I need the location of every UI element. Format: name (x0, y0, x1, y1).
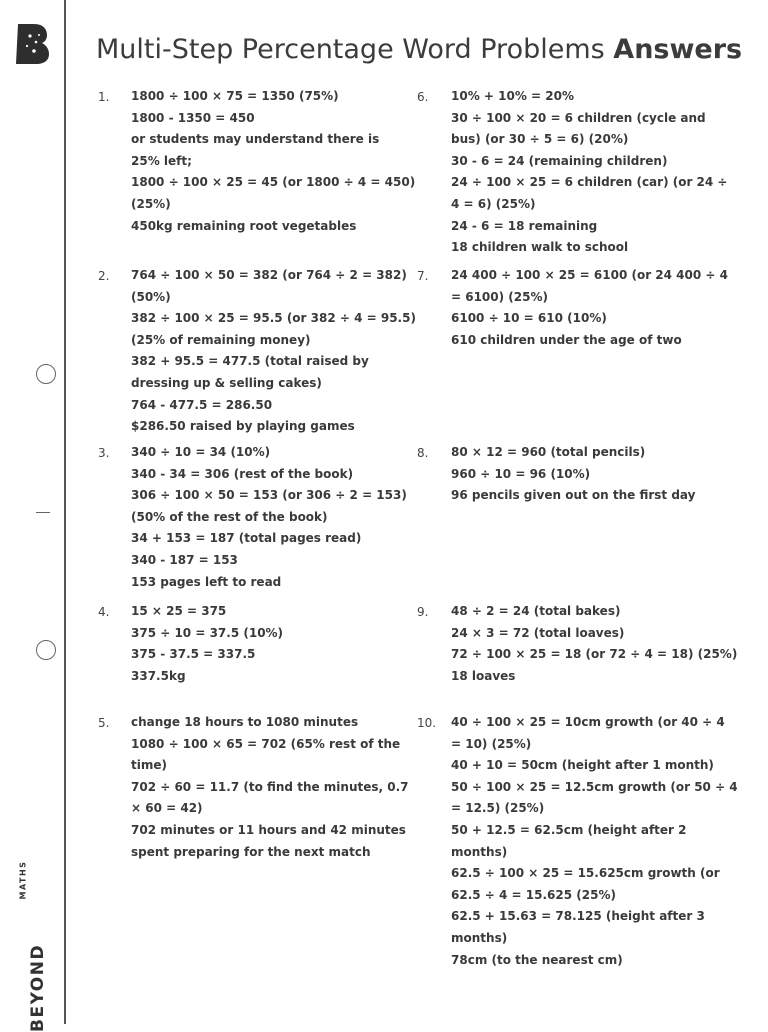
answer-line: 24 ÷ 100 × 25 = 6 children (car) (or 24 ÷ (451, 175, 728, 190)
answer-line: 72 ÷ 100 × 25 = 18 (or 72 ÷ 4 = 18) (25%) (451, 647, 738, 662)
answer-number: 5. (98, 716, 110, 730)
answer-line: 40 ÷ 100 × 25 = 10cm growth (or 40 ÷ 4 (451, 715, 725, 729)
answer-line: 375 ÷ 10 = 37.5 (10%) (131, 625, 284, 640)
answer-line: 40 + 10 = 50cm (height after 1 month) (451, 758, 714, 773)
answer-line: = 10) (25%) (451, 736, 532, 751)
answer-block (131, 86, 415, 237)
page-title (96, 34, 742, 65)
answer-line: months) (451, 930, 508, 945)
margin-line (64, 0, 66, 1024)
title-bold: Answers (613, 34, 743, 65)
answer-line: or students may understand there is (131, 132, 380, 147)
answer-line: 337.5kg (131, 668, 186, 683)
answer-number: 9. (417, 605, 429, 619)
answer-line: 382 + 95.5 = 477.5 (total raised by (131, 354, 369, 369)
answer-line: 960 ÷ 10 = 96 (10%) (451, 466, 591, 481)
answer-line: 450kg remaining root vegetables (131, 218, 357, 233)
answer-line: 4 = 6) (25%) (451, 196, 536, 211)
answer-block (131, 601, 283, 687)
answer-line: 30 - 6 = 24 (remaining children) (451, 153, 668, 168)
answer-line: 96 pencils given out on the first day (451, 488, 696, 503)
answer-line: 24 400 ÷ 100 × 25 = 6100 (or 24 400 ÷ 4 (451, 268, 728, 282)
answer-line: 306 ÷ 100 × 50 = 153 (or 306 ÷ 2 = 153) (131, 488, 407, 503)
answer-line: 24 × 3 = 72 (total loaves) (451, 625, 625, 640)
answer-line: 1800 ÷ 100 × 25 = 45 (or 1800 ÷ 4 = 450) (131, 175, 416, 190)
answer-line: 340 - 187 = 153 (131, 552, 238, 567)
answer-line: 340 - 34 = 306 (rest of the book) (131, 466, 354, 481)
answer-line: 25% left; (131, 153, 192, 168)
answer-line: 62.5 ÷ 100 × 25 = 15.625cm growth (or (451, 866, 720, 881)
answer-line: $286.50 raised by playing games (131, 419, 355, 434)
answer-line: 48 ÷ 2 = 24 (total bakes) (451, 604, 621, 618)
brand-vertical (18, 860, 54, 1032)
answer-block (451, 601, 737, 687)
answer-line: (50%) (131, 289, 171, 304)
answer-line: 702 minutes or 11 hours and 42 minutes (131, 822, 406, 837)
answer-block (131, 712, 409, 863)
answer-line: 375 - 37.5 = 337.5 (131, 647, 256, 662)
answer-line: 764 ÷ 100 × 50 = 382 (or 764 ÷ 2 = 382) (131, 268, 407, 282)
answer-line: 50 ÷ 100 × 25 = 12.5cm growth (or 50 ÷ 4 (451, 779, 738, 794)
answer-line: time) (131, 758, 167, 773)
answer-block (451, 265, 728, 351)
answer-line: 610 children under the age of two (451, 332, 682, 347)
answer-line: 764 - 477.5 = 286.50 (131, 397, 273, 412)
answer-block (451, 86, 728, 259)
answer-number: 8. (417, 446, 429, 460)
answer-line: 10% + 10% = 20% (451, 89, 574, 103)
answer-number: 2. (98, 269, 110, 283)
punch-hole (36, 364, 56, 384)
answer-line: 153 pages left to read (131, 574, 282, 589)
answer-line: = 6100) (25%) (451, 289, 548, 304)
answer-line: bus) (or 30 ÷ 5 = 6) (20%) (451, 132, 629, 147)
answer-line: 382 ÷ 100 × 25 = 95.5 (or 382 ÷ 4 = 95.5) (131, 311, 416, 326)
punch-hole (36, 640, 56, 660)
answer-line: change 18 hours to 1080 minutes (131, 715, 359, 729)
answer-line: 80 × 12 = 960 (total pencils) (451, 445, 646, 459)
answer-line: months) (451, 844, 508, 859)
answer-line: spent preparing for the next match (131, 844, 371, 859)
answer-line: 340 ÷ 10 = 34 (10%) (131, 445, 271, 459)
answer-block (131, 265, 416, 438)
answer-number: 6. (417, 90, 429, 104)
answer-number: 3. (98, 446, 110, 460)
answer-line: 78cm (to the nearest cm) (451, 952, 623, 967)
answer-line: 30 ÷ 100 × 20 = 6 children (cycle and (451, 110, 706, 125)
answer-line: (25% of remaining money) (131, 332, 311, 347)
answer-block (451, 712, 738, 971)
answer-line: (25%) (131, 196, 171, 211)
answer-line: 18 loaves (451, 668, 516, 683)
title-main: Multi-Step Percentage Word Problems (96, 34, 614, 65)
answer-line: 1080 ÷ 100 × 65 = 702 (65% rest of the (131, 736, 401, 751)
answer-line: 62.5 ÷ 4 = 15.625 (25%) (451, 887, 616, 902)
answer-line: 1800 - 1350 = 450 (131, 110, 255, 125)
answer-block (451, 442, 695, 507)
answer-number: 4. (98, 605, 110, 619)
answer-line: (50% of the rest of the book) (131, 509, 328, 524)
answer-number: 1. (98, 90, 110, 104)
answer-line: 1800 ÷ 100 × 75 = 1350 (75%) (131, 89, 339, 103)
answer-line: 6100 ÷ 10 = 610 (10%) (451, 311, 607, 326)
answer-number: 7. (417, 269, 429, 283)
answer-line: 702 ÷ 60 = 11.7 (to find the minutes, 0.7 (131, 779, 409, 794)
answer-line: × 60 = 42) (131, 801, 203, 816)
answer-line: 50 + 12.5 = 62.5cm (height after 2 (451, 822, 687, 837)
brand-sub: MATHS (18, 860, 28, 900)
answer-line: 24 - 6 = 18 remaining (451, 218, 598, 233)
answer-line: 62.5 + 15.63 = 78.125 (height after 3 (451, 909, 705, 924)
answer-line: 34 + 153 = 187 (total pages read) (131, 531, 362, 546)
brand-word: BEYOND (28, 943, 48, 1032)
beyond-logo-icon (14, 22, 50, 66)
answer-block (131, 442, 407, 593)
answer-number: 10. (417, 716, 437, 730)
answer-line: = 12.5) (25%) (451, 801, 545, 816)
fold-mark (36, 512, 50, 513)
answer-line: 15 × 25 = 375 (131, 604, 227, 618)
answer-line: dressing up & selling cakes) (131, 375, 322, 390)
answer-line: 18 children walk to school (451, 240, 629, 255)
